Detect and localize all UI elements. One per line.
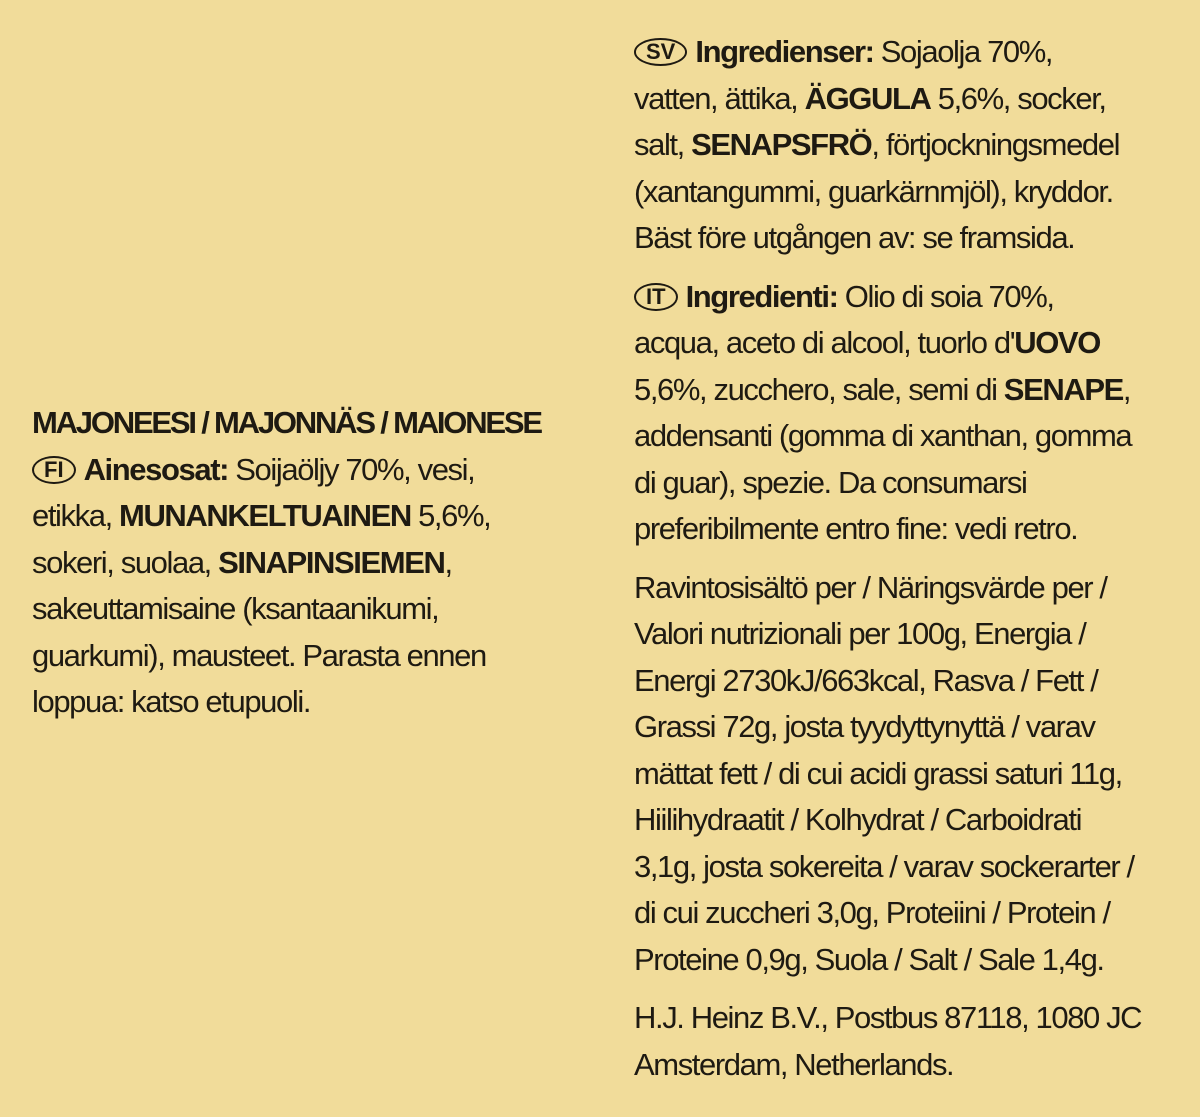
nutrition-line: Energi 2730kJ/663kcal, Rasva / Fett / (634, 662, 1098, 698)
address-line: Amsterdam, Netherlands. (634, 1046, 954, 1082)
it-ingredient-line (634, 274, 1190, 321)
it-language-badge: IT (634, 283, 678, 311)
text-run: , (444, 544, 452, 580)
sv-ingredient-line (634, 169, 1190, 216)
text-run: vatten, ättika, (634, 80, 805, 116)
fi-ingredient-line (32, 493, 592, 540)
product-title: MAJONEESI / MAJONNÄS / MAIONESE (32, 405, 541, 440)
right-column (634, 29, 1190, 1088)
it-ingredients (634, 274, 1190, 553)
text-run: Olio di soia 70%, (837, 278, 1054, 314)
sv-ingredients (634, 29, 1190, 262)
it-ingredient-line (634, 320, 1190, 367)
nutrition-line: Grassi 72g, josta tyydyttynyttä / varav (634, 709, 1095, 744)
bold-text-run: SENAPSFRÖ (691, 127, 872, 162)
left-column (32, 400, 592, 726)
nutrition-line: mättat fett / di cui acidi grassi saturi 11g, (634, 755, 1122, 791)
text-run: 5,6%, (410, 498, 491, 533)
fi-ingredient-line (32, 679, 592, 726)
nutrition-line: Hiilihydraatit / Kolhydrat / Carboidrati (634, 802, 1082, 837)
text-run: acqua, aceto di alcool, tuorlo d' (634, 325, 1015, 360)
text-run: 5,6%, socker, (930, 80, 1106, 116)
nutrition-line: Ravintosisältö per / Näringsvärde per / (634, 569, 1107, 605)
text-run: di guar), spezie. Da consumarsi (634, 464, 1027, 500)
text-run: Soijaöljy 70%, vesi, (228, 451, 475, 487)
nutrition-line: Valori nutrizionali per 100g, Energia / (634, 616, 1086, 651)
it-ingredient-line (634, 367, 1190, 414)
fi-ingredient-line (32, 586, 592, 633)
text-run: Sojaolja 70%, (873, 34, 1053, 69)
it-ingredient-line (634, 506, 1190, 553)
text-run: guarkumi), mausteet. Parasta ennen (32, 637, 486, 673)
text-run: , förtjockningsmedel (871, 127, 1120, 162)
fi-language-badge: FI (32, 456, 76, 484)
nutrition-line: 3,1g, josta sokereita / varav sockerarter / (634, 848, 1134, 884)
bold-text-run: Ingredienti: (685, 278, 838, 314)
text-run: etikka, (32, 498, 120, 533)
text-run: , (1122, 371, 1131, 407)
sv-ingredient-line (634, 76, 1190, 123)
address-line: H.J. Heinz B.V., Postbus 87118, 1080 JC (634, 1000, 1142, 1035)
it-ingredient-line (634, 413, 1190, 460)
sv-ingredient-line (634, 215, 1190, 262)
nutrition-line: Proteine 0,9g, Suola / Salt / Sale 1,4g. (634, 941, 1104, 977)
text-run: 5,6%, zucchero, sale, semi di (634, 371, 1004, 407)
nutrition-info (634, 565, 1190, 984)
sv-language-badge: SV (634, 38, 687, 66)
text-run: sokeri, suolaa, (32, 544, 219, 580)
nutrition-line: di cui zuccheri 3,0g, Proteiini / Protein / (634, 895, 1110, 930)
bold-text-run: SINAPINSIEMEN (218, 544, 445, 580)
manufacturer-address (634, 995, 1190, 1088)
fi-ingredient-line (32, 540, 592, 587)
sv-ingredient-line (634, 122, 1190, 169)
bold-text-run: Ainesosat: (83, 451, 229, 487)
text-run: loppua: katso etupuoli. (32, 684, 311, 719)
text-run: addensanti (gomma di xanthan, gomma (634, 418, 1132, 453)
bold-text-run: MUNANKELTUAINEN (119, 498, 411, 533)
it-ingredient-line (634, 460, 1190, 507)
bold-text-run: Ingredienser: (695, 34, 874, 69)
text-run: salt, (634, 127, 692, 162)
sv-ingredient-line (634, 29, 1190, 76)
text-run: sakeuttamisaine (ksantaanikumi, (32, 591, 439, 626)
fi-ingredient-line (32, 447, 592, 494)
fi-ingredients (32, 447, 592, 726)
bold-text-run: ÄGGULA (804, 80, 931, 116)
text-run: preferibilmente entro fine: vedi retro. (634, 511, 1078, 546)
text-run: Bäst före utgången av: se framsida. (634, 220, 1075, 255)
bold-text-run: SENAPE (1003, 371, 1123, 407)
bold-text-run: UOVO (1014, 325, 1100, 360)
text-run: (xantangummi, guarkärnmjöl), kryddor. (634, 173, 1113, 209)
fi-ingredient-line (32, 633, 592, 680)
